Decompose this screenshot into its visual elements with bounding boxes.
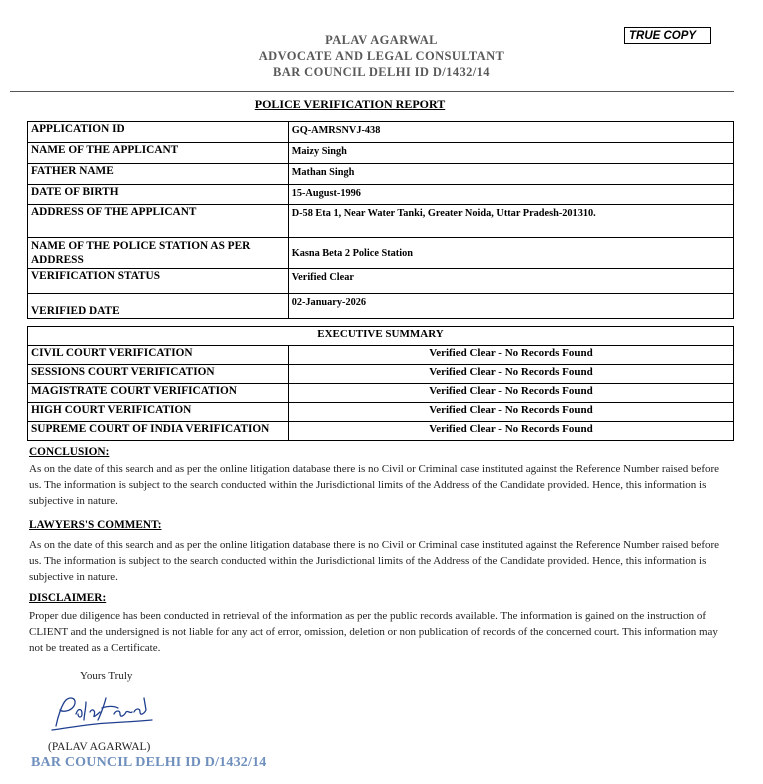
lawyers-comment-text: As on the date of this search and as per the online litigation database there is no Civil or Criminal case instituted against the Reference Number raised before us. The information is subject to the search conducted within the Jurisdictional limits of the Address of the Candidate provided. Hence, this information is subjective in nature.	[29, 539, 720, 583]
detail-value: Verified Clear	[288, 269, 733, 294]
table-row	[28, 238, 734, 269]
detail-label: NAME OF THE APPLICANT	[28, 143, 289, 164]
disclaimer-heading: DISCLAIMER:	[29, 592, 107, 604]
letterhead-designation: ADVOCATE AND LEGAL CONSULTANT	[258, 49, 505, 63]
conclusion-text: As on the date of this search and as per the online litigation database there is no Civil or Criminal case instituted against the Reference Number raised before us. The information is subject to the search conducted within the Jurisdictional limits of the Address of the Candidate provided. Hence, this information is subjective in nature.	[29, 463, 720, 507]
conclusion-heading: CONCLUSION:	[29, 446, 110, 458]
table-row	[28, 143, 734, 164]
summary-label: HIGH COURT VERIFICATION	[28, 403, 289, 422]
signature-image	[48, 690, 158, 741]
summary-label: SESSIONS COURT VERIFICATION	[28, 365, 289, 384]
lawyers-comment-heading: LAWYERS'S COMMENT:	[29, 519, 162, 531]
table-row	[28, 346, 734, 365]
summary-value: Verified Clear - No Records Found	[289, 403, 734, 422]
table-row	[28, 365, 734, 384]
table-row	[28, 327, 734, 346]
true-copy-stamp: TRUE COPY	[624, 27, 711, 44]
table-row	[28, 122, 734, 143]
detail-label: APPLICATION ID	[28, 122, 289, 143]
table-row	[28, 294, 734, 319]
table-row	[28, 164, 734, 185]
table-row	[28, 422, 734, 441]
detail-label: VERIFICATION STATUS	[28, 269, 289, 294]
disclaimer-text: Proper due diligence has been conducted in retrieval of the information as per the public records available. The information is gained on the instruction of CLIENT and the undersigned is not liable for any act of error, omission, deletion or non publication of records of the concerned court. This information may not be treated as a Certificate.	[29, 610, 718, 654]
summary-label: MAGISTRATE COURT VERIFICATION	[28, 384, 289, 403]
table-row	[28, 403, 734, 422]
detail-value: 02-January-2026	[288, 294, 733, 319]
executive-summary-table	[27, 326, 734, 441]
summary-value: Verified Clear - No Records Found	[289, 346, 734, 365]
letterhead-bar-id: BAR COUNCIL DELHI ID D/1432/14	[273, 65, 490, 79]
closing-salutation: Yours Truly	[80, 670, 133, 682]
detail-value: Maizy Singh	[288, 143, 733, 164]
detail-label: VERIFIED DATE	[28, 294, 289, 319]
detail-value: Kasna Beta 2 Police Station	[288, 238, 733, 269]
summary-label: CIVIL COURT VERIFICATION	[28, 346, 289, 365]
detail-label: NAME OF THE POLICE STATION AS PER ADDRESS	[28, 238, 289, 269]
detail-value: D-58 Eta 1, Near Water Tanki, Greater Noida, Uttar Pradesh-201310.	[288, 205, 733, 238]
executive-summary-title: EXECUTIVE SUMMARY	[28, 327, 734, 346]
table-row	[28, 269, 734, 294]
details-table	[27, 121, 734, 319]
signatory-bar-id: BAR COUNCIL DELHI ID D/1432/14	[31, 755, 267, 770]
detail-value: GQ-AMRSNVJ-438	[288, 122, 733, 143]
summary-value: Verified Clear - No Records Found	[289, 422, 734, 441]
detail-label: ADDRESS OF THE APPLICANT	[28, 205, 289, 238]
letterhead-name: PALAV AGARWAL	[325, 33, 438, 47]
detail-label: FATHER NAME	[28, 164, 289, 185]
header-divider	[10, 91, 734, 92]
table-row	[28, 185, 734, 205]
summary-value: Verified Clear - No Records Found	[289, 365, 734, 384]
summary-value: Verified Clear - No Records Found	[289, 384, 734, 403]
detail-value: 15-August-1996	[288, 185, 733, 205]
signatory-name: (PALAV AGARWAL)	[48, 741, 151, 753]
detail-value: Mathan Singh	[288, 164, 733, 185]
table-row	[28, 384, 734, 403]
table-row	[28, 205, 734, 238]
summary-label: SUPREME COURT OF INDIA VERIFICATION	[28, 422, 289, 441]
report-title: POLICE VERIFICATION REPORT	[254, 97, 446, 111]
detail-label: DATE OF BIRTH	[28, 185, 289, 205]
